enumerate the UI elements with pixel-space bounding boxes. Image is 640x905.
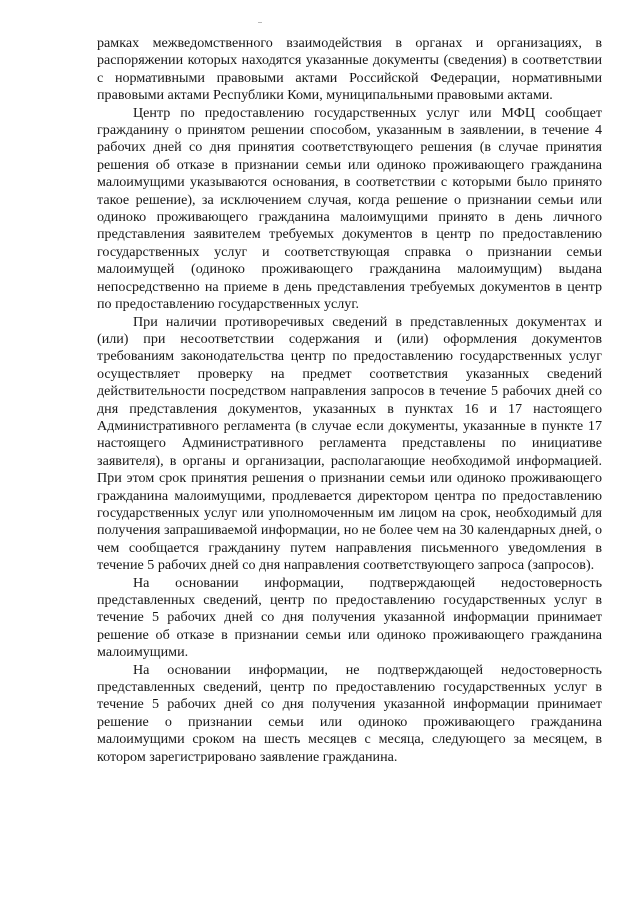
paragraph-3: При наличии противоречивых сведений в представленных документах и (или) при несоответствии содержания и (или) оформления документов требованиям законодательства центр по предоставлению государственных услуг осуществляет проверку на предмет соответствия указанных сведений действительности посредством направления запросов в течение 5 рабочих дней со дня представления документов, указанных в пунктах 16 и 17 настоящего Административного регламента (в случае если документы, указанные в пункте 17 настоящего Административного регламента представлены по инициативе заявителя), в органы и организации, располагающие необходимой информацией. При этом срок принятия решения о признании семьи или одиноко проживающего гражданина малоимущими, продлевается директором центра по предоставлению государственных услуг или уполномоченным им лицом на срок, необходимый для получения запрашиваемой информации, но не более чем на 30 календарных дней, о чем сообщается гражданину путем направления письменного уведомления в течение 5 рабочих дней со дня направления соответствующего запроса (запросов). [97,313,602,574]
paragraph-5: На основании информации, не подтверждающей недостоверность представленных сведений, центр по предоставлению государственных услуг в течение 5 рабочих дней со дня получения указанной информации принимает решение о признании семьи или одиноко проживающего гражданина малоимущими сроком на шесть месяцев с месяца, следующего за месяцем, в котором зарегистрировано заявление гражданина. [97,661,602,765]
document-body [97,35,602,766]
paragraph-2: Центр по предоставлению государственных услуг или МФЦ сообщает гражданину о принятом решении способом, указанным в заявлении, в течение 4 рабочих дней со дня принятия соответствующего решения (в случае принятия решения об отказе в признании семьи или одиноко проживающего гражданина малоимущими указываются основания, в соответствии с которыми было принято такое решение), за исключением случая, когда решение о признании семьи или одиноко проживающего гражданина малоимущими принято в день личного представления заявителем требуемых документов в центр по предоставлению государственных услуг и соответствующая справка о признании семьи малоимущей (одиноко проживающего гражданина малоимущим) выдана непосредственно на приеме в день представления требуемых документов в центр по предоставлению государственных услуг. [97,104,602,313]
paragraph-4: На основании информации, подтверждающей недостоверность представленных сведений, центр по предоставлению государственных услуг в течение 5 рабочих дней со дня получения указанной информации принимает решение об отказе в признании семьи или одиноко проживающего гражданина малоимущими. [97,574,602,661]
page-mark [258,22,262,23]
paragraph-1: рамках межведомственного взаимодействия в органах и организациях, в распоряжении которых находятся указанные документы (сведения) в соответствии с нормативными правовыми актами Российской Федерации, нормативными правовыми актами Республики Коми, муниципальными правовыми актами. [97,35,602,104]
